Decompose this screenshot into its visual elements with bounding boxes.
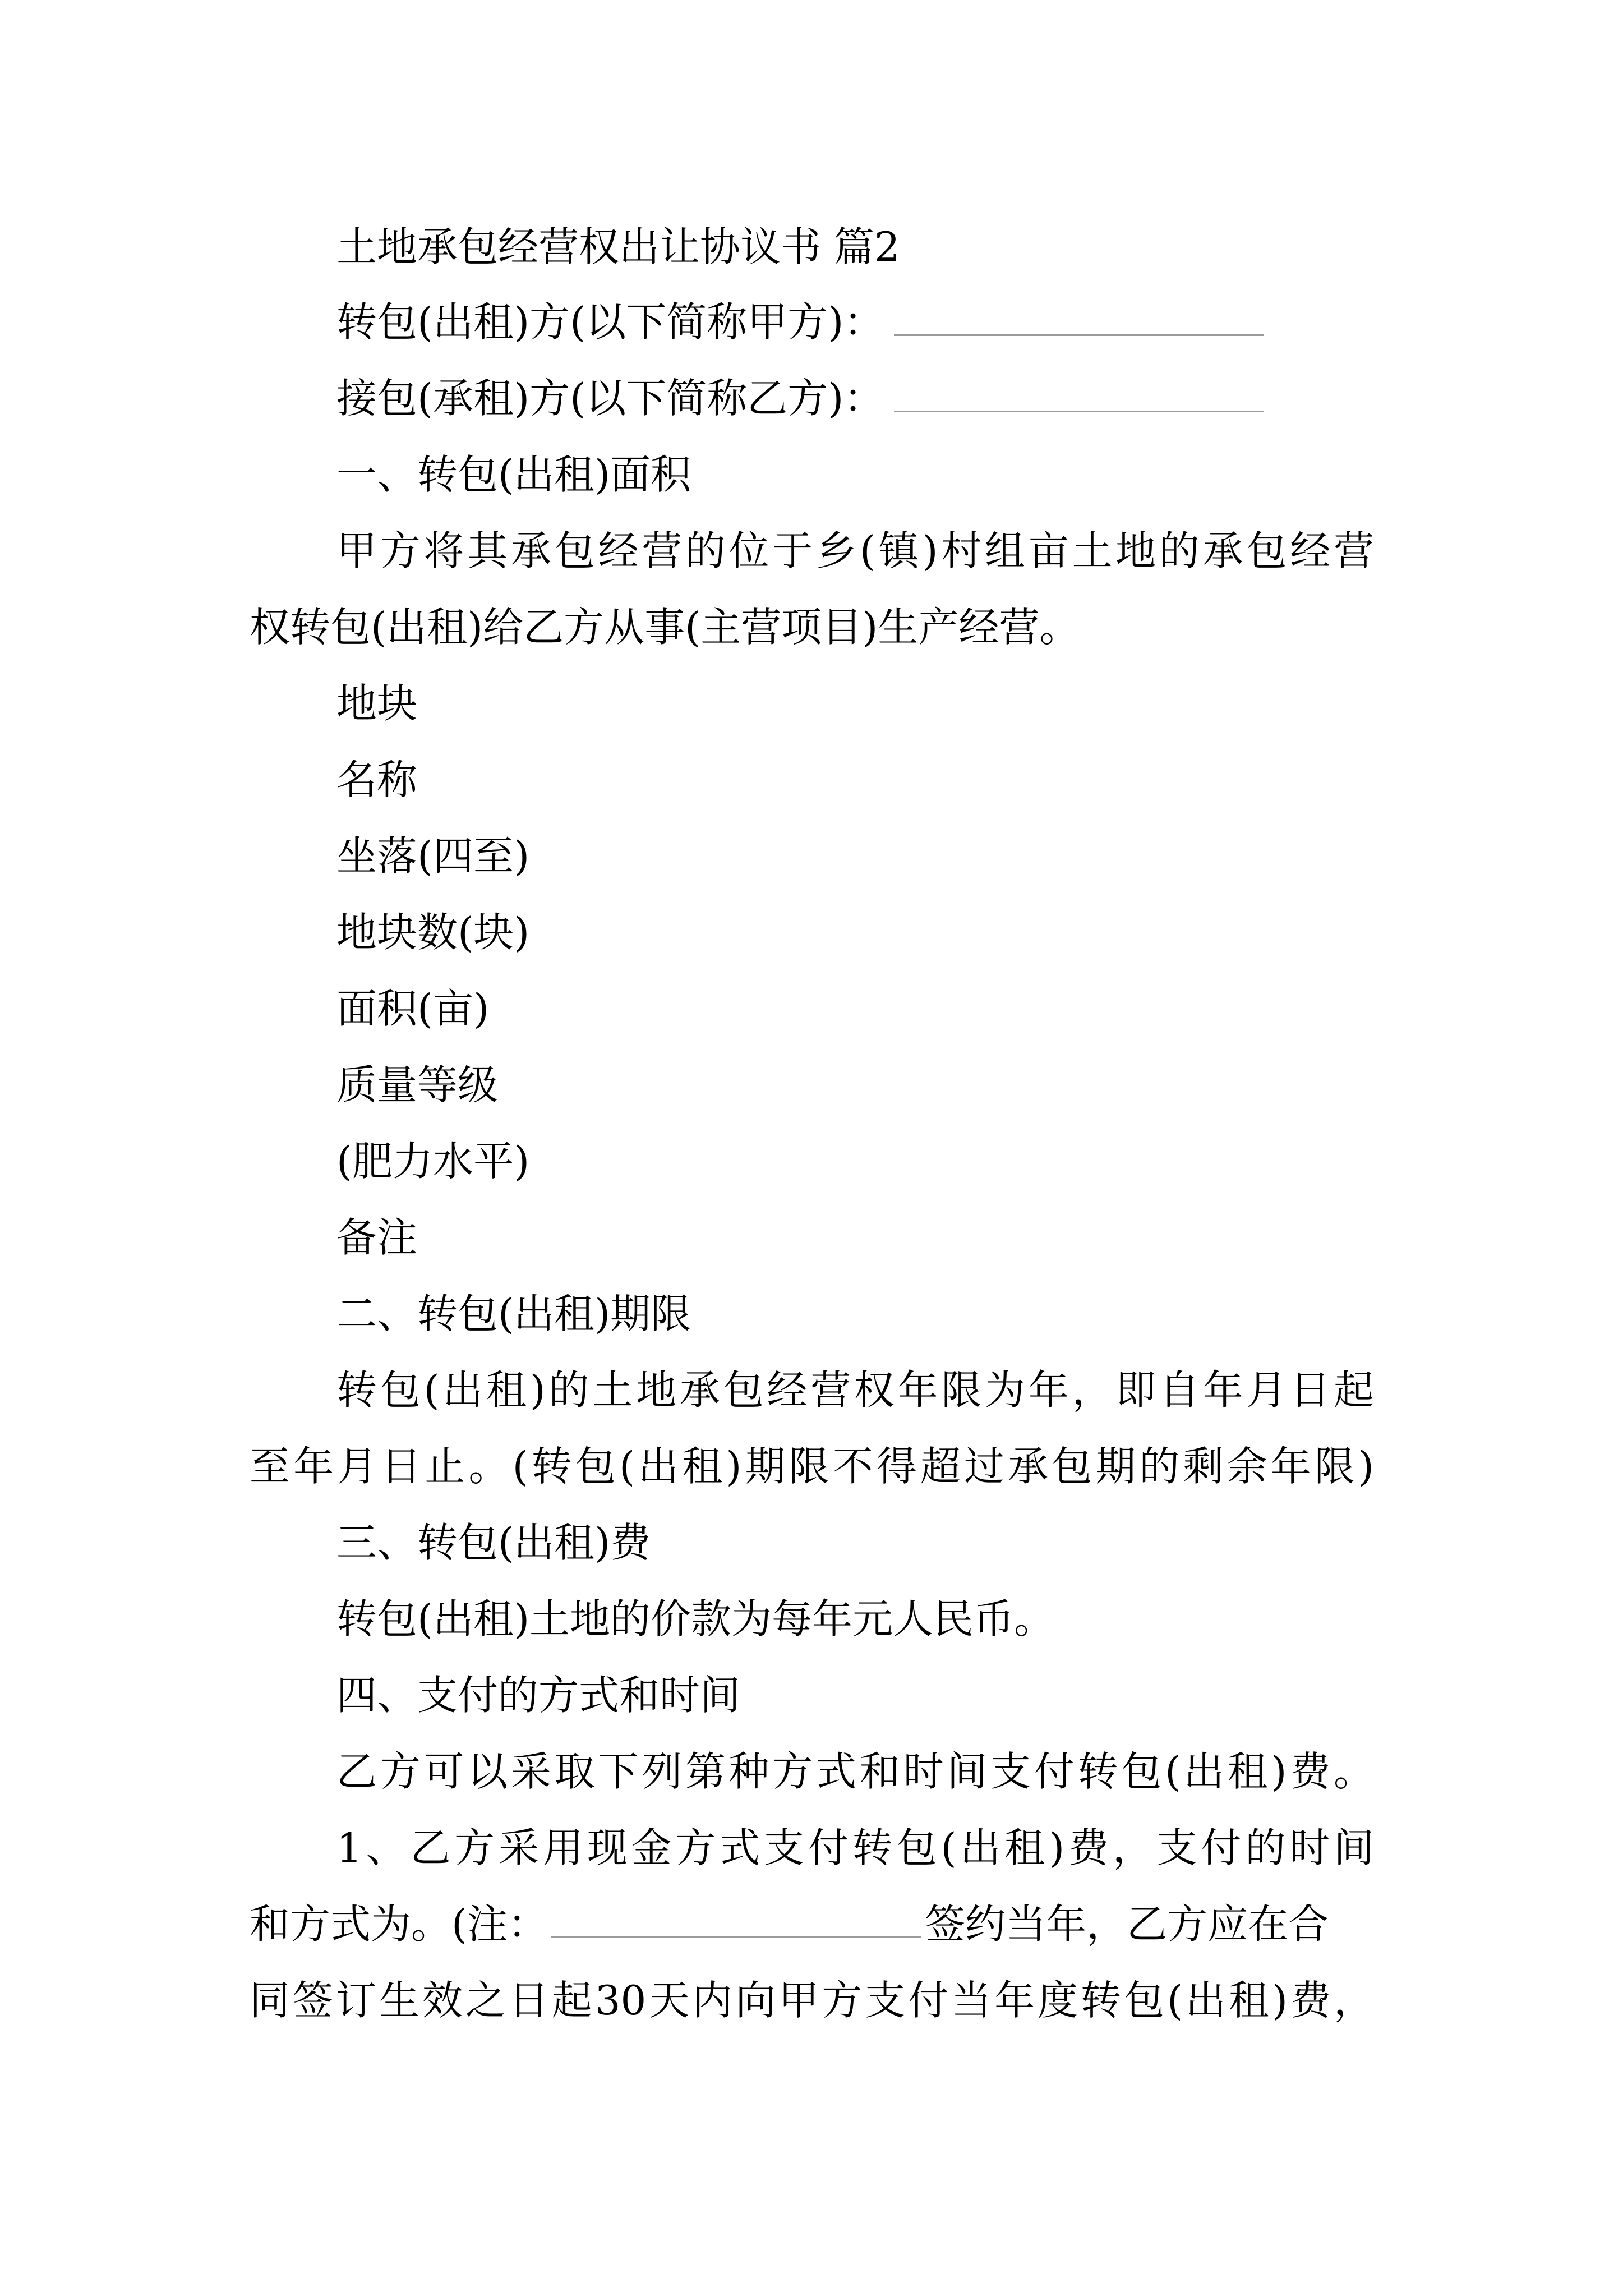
section-3-paragraph: 转包(出租)土地的价款为每年元人民币。 bbox=[336, 1595, 1055, 1642]
item-1-line-2-before: 和方式为。(注： bbox=[250, 1901, 548, 1948]
table-label-plot-count: 地块数(块) bbox=[336, 909, 530, 956]
party-b-label: 接包(承租)方(以下简称乙方)： bbox=[336, 375, 884, 422]
item-1-line-2-after: 签约当年，乙方应在合 bbox=[925, 1901, 1329, 1948]
party-b-line bbox=[336, 370, 1264, 426]
section-4-paragraph: 乙方可以采取下列第种方式和时间支付转包(出租)费。 bbox=[336, 1748, 1374, 1795]
table-label-area: 面积(亩) bbox=[336, 985, 490, 1032]
note-blank[interactable] bbox=[551, 1902, 921, 1938]
party-a-label: 转包(出租)方(以下简称甲方)： bbox=[336, 298, 884, 346]
table-label-name: 名称 bbox=[336, 756, 418, 803]
table-label-plot: 地块 bbox=[336, 680, 418, 727]
table-label-fertility: (肥力水平) bbox=[336, 1138, 530, 1185]
section-1-paragraph-line-2: 权转包(出租)给乙方从事(主营项目)生产经营。 bbox=[250, 604, 1080, 651]
section-1-paragraph-line-1: 甲方将其承包经营的位于乡(镇)村组亩土地的承包经营 bbox=[336, 527, 1374, 574]
section-1-heading: 一、转包(出租)面积 bbox=[336, 451, 691, 498]
table-label-remarks: 备注 bbox=[336, 1214, 418, 1261]
item-1-line-1: 1、乙方采用现金方式支付转包(出租)费，支付的时间 bbox=[336, 1824, 1374, 1871]
document-title: 土地承包经营权出让协议书 篇2 bbox=[336, 223, 900, 270]
party-a-blank[interactable] bbox=[894, 300, 1264, 336]
table-label-quality-grade: 质量等级 bbox=[336, 1061, 499, 1108]
section-2-paragraph-line-1: 转包(出租)的土地承包经营权年限为年，即自年月日起 bbox=[336, 1366, 1374, 1414]
item-1-line-3: 同签订生效之日起30天内向甲方支付当年度转包(出租)费， bbox=[250, 1977, 1374, 2024]
section-4-heading: 四、支付的方式和时间 bbox=[336, 1672, 741, 1719]
section-2-paragraph-line-2: 至年月日止。(转包(出租)期限不得超过承包期的剩余年限) bbox=[250, 1443, 1374, 1490]
party-a-line bbox=[336, 294, 1264, 350]
party-b-blank[interactable] bbox=[894, 376, 1264, 412]
item-1-line-2 bbox=[250, 1896, 1329, 1952]
section-3-heading: 三、转包(出租)费 bbox=[336, 1519, 651, 1566]
section-2-heading: 二、转包(出租)期限 bbox=[336, 1290, 691, 1337]
table-label-location: 坐落(四至) bbox=[336, 832, 530, 880]
